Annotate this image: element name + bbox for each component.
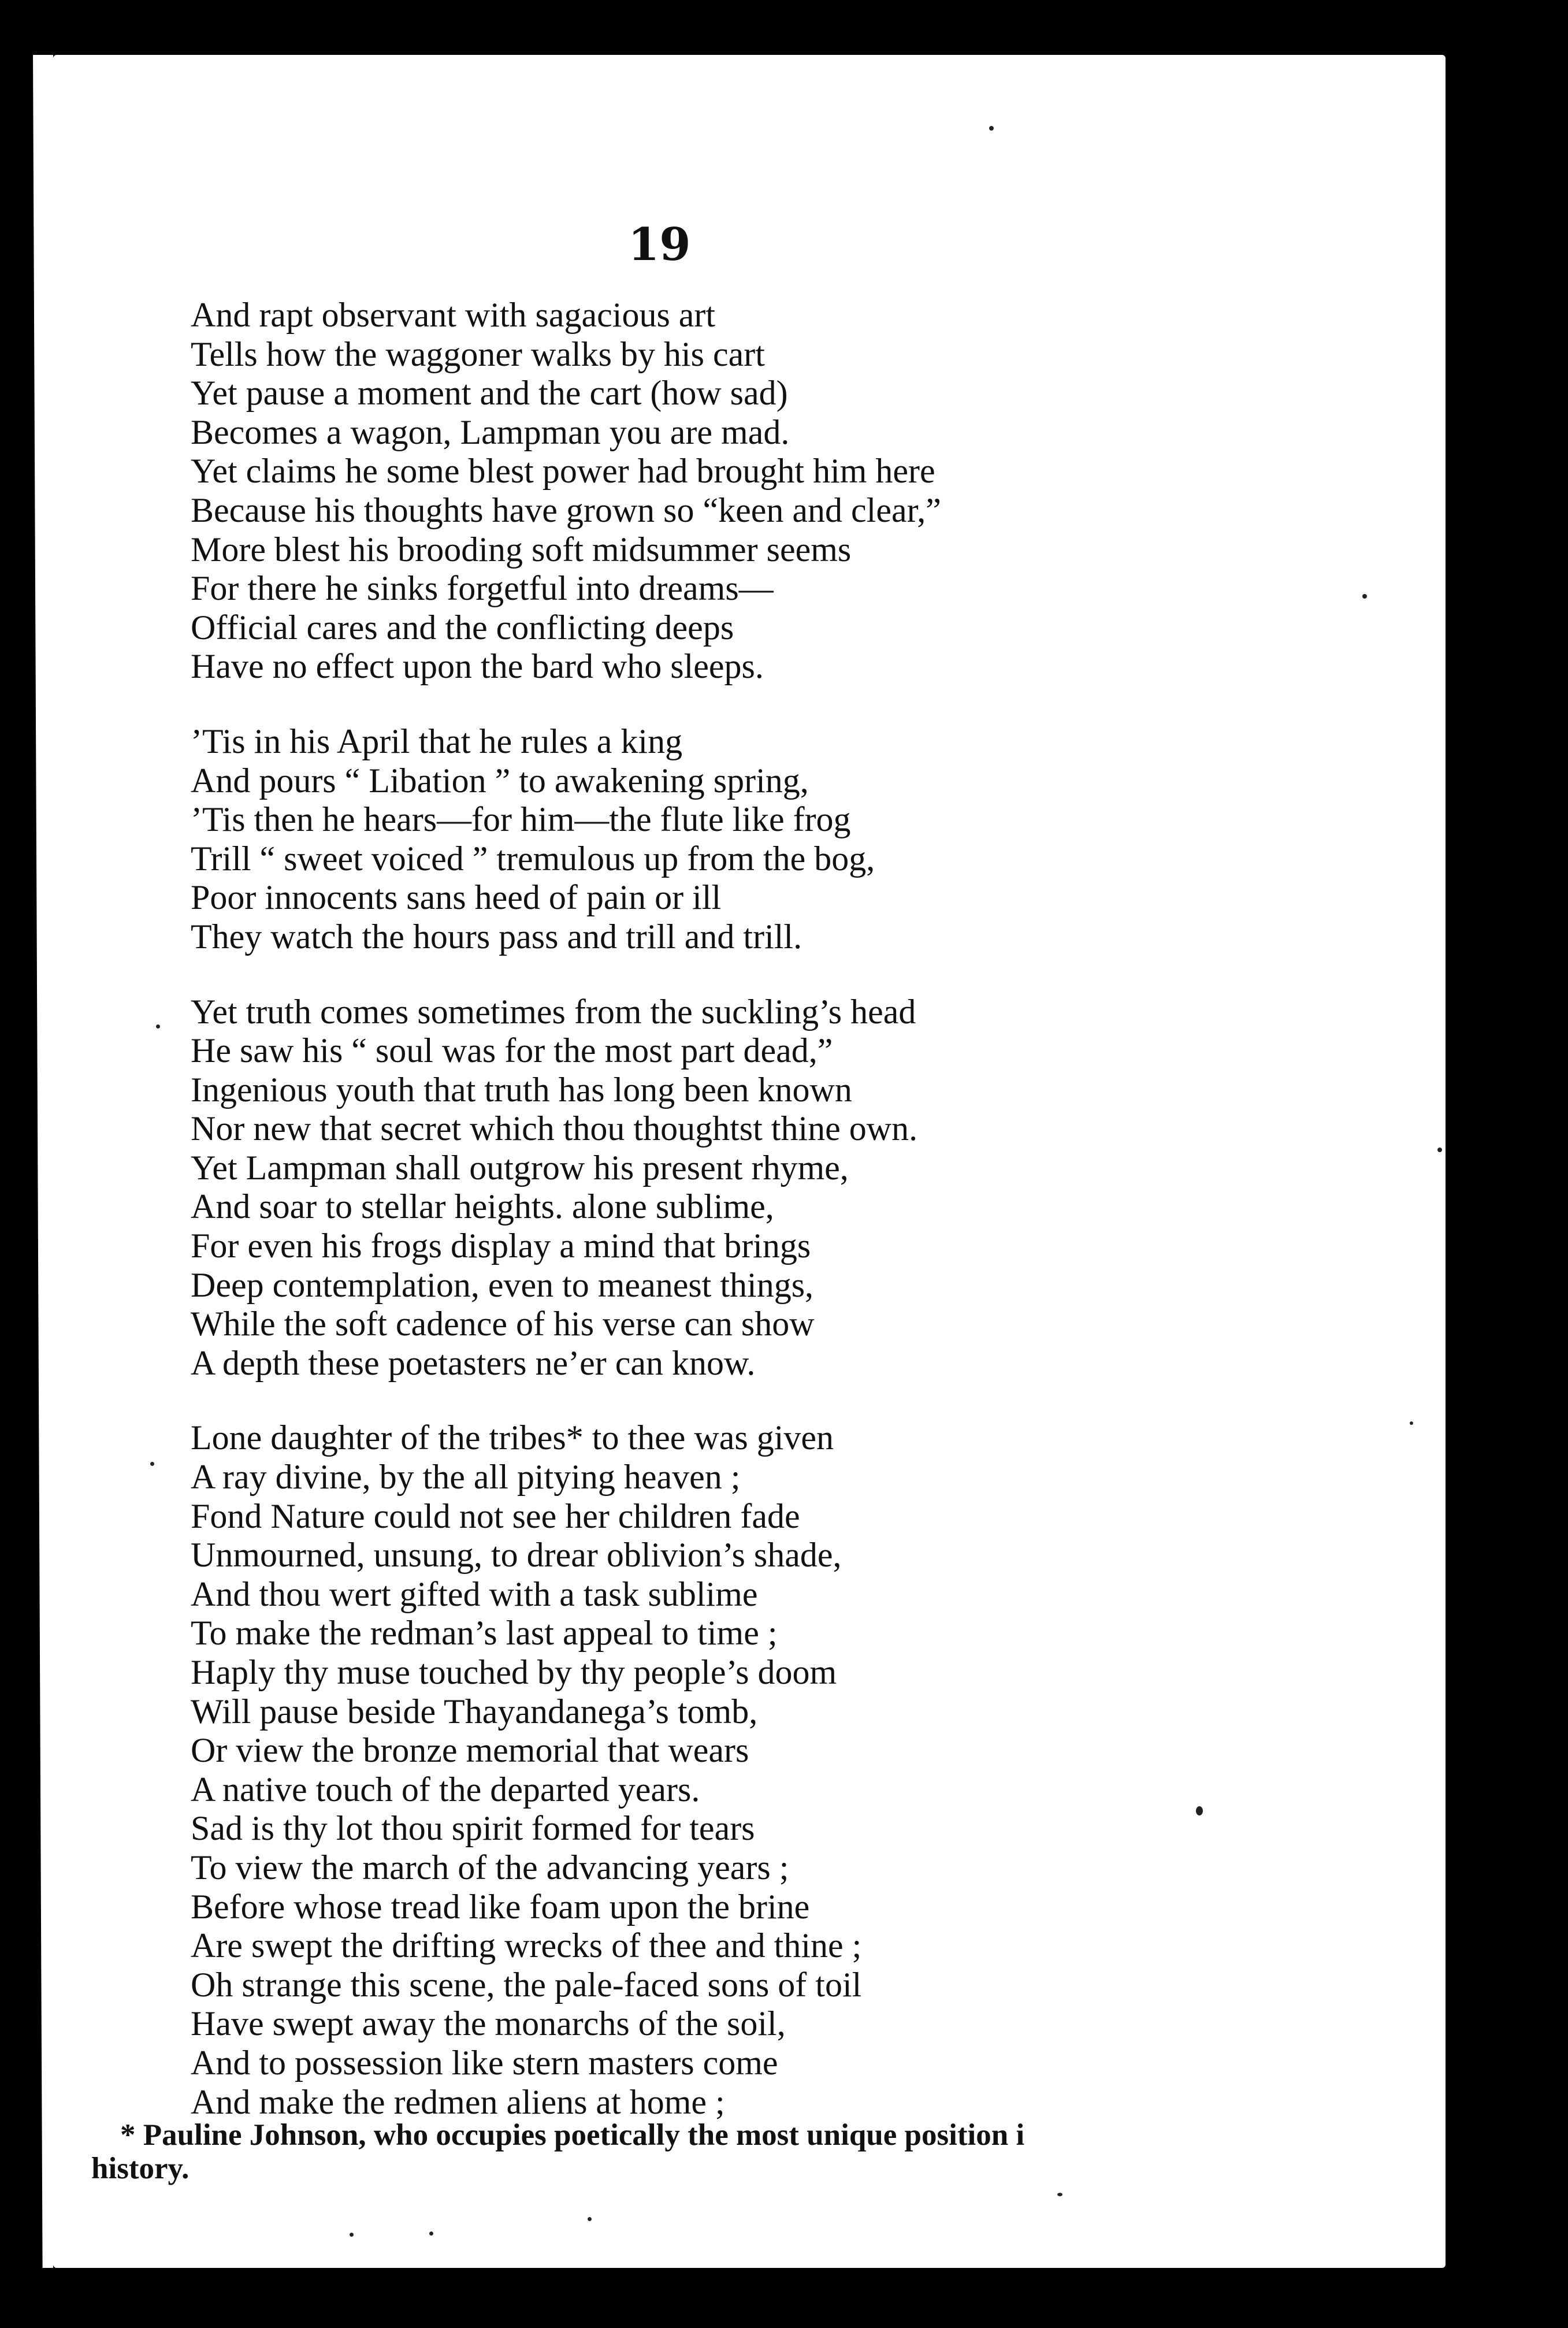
poem-line: More blest his brooding soft midsummer seems: [191, 530, 852, 569]
scan-speck: [989, 126, 994, 131]
scan-speck: [150, 1462, 154, 1466]
poem-line: A ray divine, by the all pitying heaven ;: [191, 1458, 741, 1497]
poem-line: For there he sinks forgetful into dreams—: [191, 569, 774, 608]
poem-line: And make the redmen aliens at home ;: [191, 2082, 725, 2121]
poem-line: And thou wert gifted with a task sublime: [191, 1575, 758, 1613]
footnote: [91, 2118, 1380, 2185]
poem-line: Before whose tread like foam upon the brine: [191, 1887, 810, 1926]
poem-line: To make the redman’s last appeal to time ;: [191, 1614, 778, 1653]
poem-line: Have no effect upon the bard who sleeps.: [191, 647, 764, 686]
stanza-3: [191, 993, 1150, 1383]
poem-line: For even his frogs display a mind that brings: [191, 1227, 811, 1265]
stanza-2: [191, 722, 1150, 957]
stanza-4: [191, 1419, 1150, 2122]
binding-edge: [0, 55, 53, 2268]
poem-line: Becomes a wagon, Lampman you are mad.: [191, 413, 790, 451]
poem-text: [191, 296, 1150, 2158]
scan-speck: [1437, 1148, 1442, 1152]
poem-line: Oh strange this scene, the pale-faced sons of toil: [191, 1965, 862, 2004]
scan-speck: [156, 1024, 160, 1029]
poem-line: Sad is thy lot thou spirit formed for tears: [191, 1809, 755, 1848]
page-number: 19: [628, 218, 691, 271]
poem-line: Ingenious youth that truth has long been known: [191, 1070, 852, 1109]
poem-line: Trill “ sweet voiced ” tremulous up from the bog,: [191, 839, 875, 878]
poem-line: Yet claims he some blest power had brought him here: [191, 452, 935, 491]
footnote-line: * Pauline Johnson, who occupies poetically the most unique position i: [120, 2118, 1025, 2152]
footnote-line: history.: [91, 2152, 190, 2185]
poem-line: ’Tis then he hears—for him—the flute like frog: [191, 800, 851, 839]
poem-line: Lone daughter of the tribes* to thee was given: [191, 1419, 834, 1457]
poem-line: Are swept the drifting wrecks of thee and thine ;: [191, 1926, 862, 1965]
poem-line: Or view the bronze memorial that wears: [191, 1731, 749, 1770]
poem-line: And to possession like stern masters come: [191, 2043, 778, 2082]
poem-line: Tells how the waggoner walks by his cart: [191, 335, 765, 373]
poem-line: A native touch of the departed years.: [191, 1770, 700, 1809]
poem-line: Yet pause a moment and the cart (how sad): [191, 374, 788, 413]
poem-line: Nor new that secret which thou thoughtst thine own.: [191, 1109, 918, 1148]
poem-line: And rapt observant with sagacious art: [191, 296, 716, 334]
poem-line: He saw his “ soul was for the most part dead,”: [191, 1031, 833, 1070]
poem-line: To view the march of the advancing years ;: [191, 1848, 789, 1887]
scan-speck: [1410, 1421, 1413, 1425]
poem-line: Haply thy muse touched by thy people’s doom: [191, 1653, 837, 1691]
poem-line: And soar to stellar heights. alone sublime,: [191, 1187, 774, 1226]
stanza-1: [191, 296, 1150, 686]
poem-line: They watch the hours pass and trill and trill.: [191, 917, 802, 956]
scan-speck: [429, 2232, 433, 2236]
poem-line: While the soft cadence of his verse can show: [191, 1305, 815, 1343]
poem-line: Will pause beside Thayandanega’s tomb,: [191, 1692, 758, 1731]
poem-line: A depth these poetasters ne’er can know.: [191, 1343, 756, 1382]
scan-speck: [588, 2217, 592, 2221]
poem-line: And pours “ Libation ” to awakening spring,: [191, 761, 809, 800]
scan-speck: [1196, 1806, 1203, 1815]
poem-line: Yet truth comes sometimes from the suckling’s head: [191, 992, 916, 1031]
poem-line: Deep contemplation, even to meanest things,: [191, 1265, 814, 1304]
scan-speck: [1057, 2193, 1062, 2196]
scan-speck: [1362, 594, 1367, 599]
poem-line: Fond Nature could not see her children fade: [191, 1497, 800, 1535]
poem-line: Have swept away the monarchs of the soil,: [191, 2004, 786, 2043]
poem-line: Poor innocents sans heed of pain or ill: [191, 878, 722, 917]
scan-speck: [350, 2233, 354, 2237]
poem-line: Unmourned, unsung, to drear oblivion’s shade,: [191, 1536, 842, 1575]
poem-line: Yet Lampman shall outgrow his present rhyme,: [191, 1148, 849, 1187]
poem-line: Because his thoughts have grown so “keen and clear,”: [191, 491, 941, 529]
poem-line: Official cares and the conflicting deeps: [191, 608, 734, 647]
poem-line: ’Tis in his April that he rules a king: [191, 722, 683, 760]
